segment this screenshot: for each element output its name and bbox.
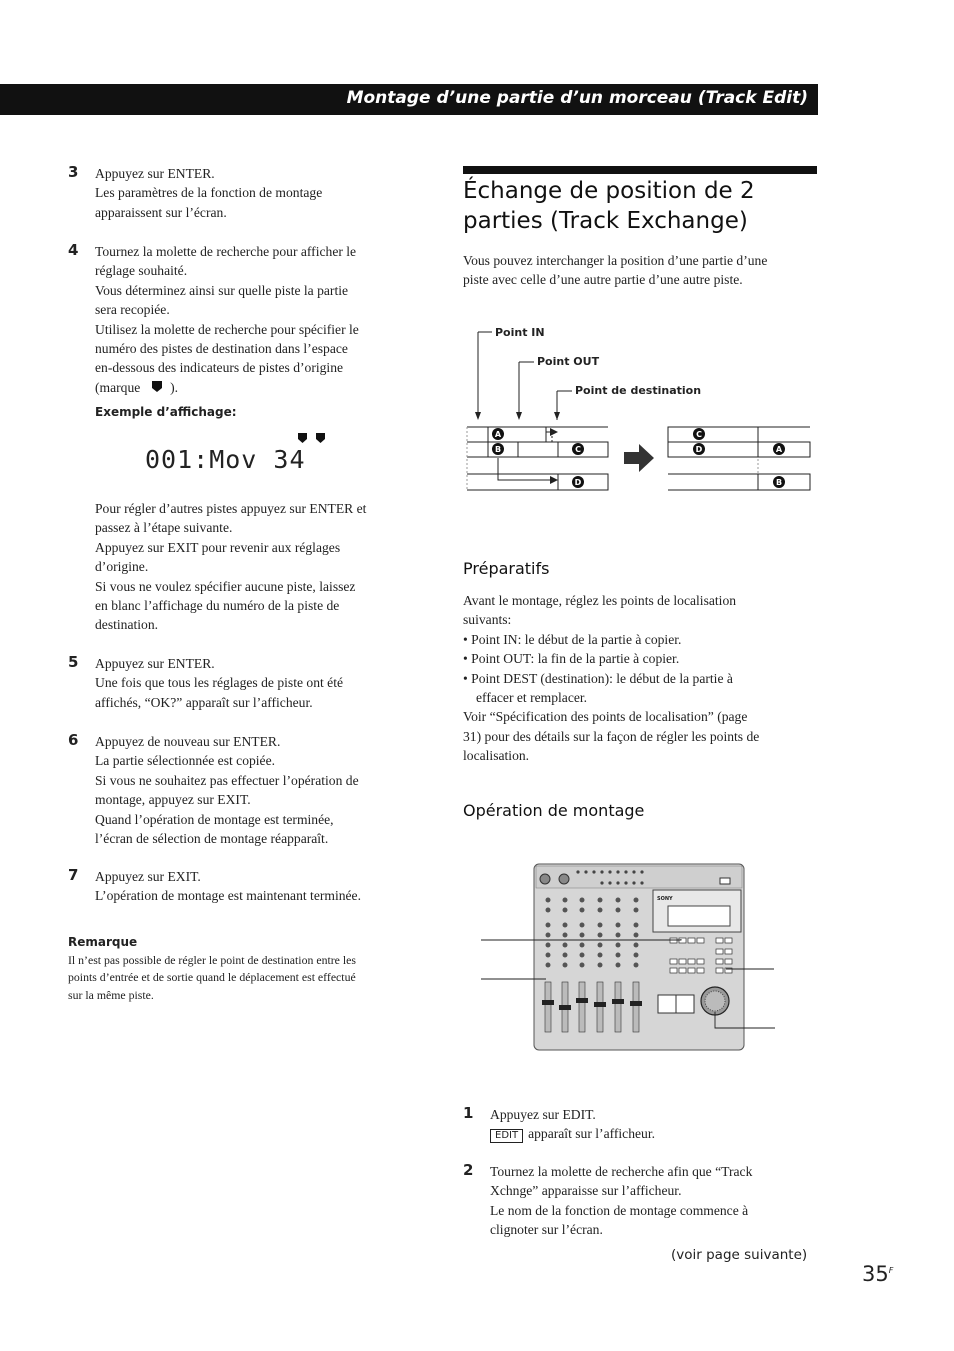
header-title: Montage d’une partie d’un morceau (Track Edit) [346,88,808,108]
step-number: 4 [68,241,79,259]
lcd-track-markers [296,433,330,445]
example-label: Exemple d’affichage: [95,405,237,419]
point-in-label: Point IN [495,326,545,339]
edit-indicator: EDIT [490,1129,523,1143]
step-number: 6 [68,731,79,749]
header-bar [0,84,818,115]
marker-a: A [775,445,783,454]
operation-title: Opération de montage [463,801,645,820]
prep-title: Préparatifs [463,559,550,578]
step-3-text: Appuyez sur ENTER. Les paramètres de la fonction de montage apparaissent sur l’écran. [95,166,323,220]
step-2-text: Tournez la molette de recherche afin que “Track Xchnge” apparaisse sur l’afficheur. Le nom de la fonction de montage commence à clignoter sur l’écran. [490,1164,753,1238]
step-5-text: Appuyez sur ENTER. Une fois que tous les réglages de piste ont été affichés, “OK?” apparaît sur l’afficheur. [95,656,344,710]
step-number: 3 [68,163,79,181]
track-exchange-diagram [462,320,818,500]
marker-c: C [696,430,702,439]
step-6-text: Appuyez de nouveau sur ENTER. La partie sélectionnée est copiée. Si vous ne souhaitez pas effectuer l’opération de montage, appuyez sur EXIT. Quand l’opération de montage est terminée, l’écran de sélection de montage réapparaît. [95,734,359,847]
lcd-display-example: 001:Mov 34 [145,445,306,474]
step-number: 2 [463,1161,474,1179]
after-example-text: Pour régler d’autres pistes appuyez sur ENTER et passez à l’étape suivante. Appuyez sur EXIT pour revenir aux réglages d’origine. Si vous ne voulez spécifier aucune piste, laissez en blanc l’affichage du numéro de la piste de destination. [95,501,367,633]
marker-d: D [695,445,703,454]
marker-c: C [575,445,581,454]
remark-text: Il n’est pas possible de régler le point de destination entre les points d’entrée et de sortie quand le déplacement est effectué sur la même piste. [68,953,356,1002]
step-4-text: Tournez la molette de recherche pour afficher le réglage souhaité. Vous déterminez ainsi sur quelle piste la partie sera recopiée. Utilisez la molette de recherche pour spécifier le numéro des pistes de destination dans l’espace en-dessous des indicateurs de pistes d’origine (marque ). [95,244,359,395]
step-7-text: Appuyez sur EXIT. L’opération de montage est maintenant terminée. [95,869,361,904]
section-title: Échange de position de 2 parties (Track Exchange) [463,178,755,234]
step-number: 7 [68,866,79,884]
device-brand: SONY [657,896,673,902]
track-marker-icon [150,381,164,393]
point-dest-label: Point de destination [575,384,702,397]
continued-note: (voir page suivante) [671,1247,808,1263]
marker-b: B [494,445,502,454]
step-number: 5 [68,653,79,671]
marker-d: D [574,478,582,487]
page-number: $35^F$ [862,1262,894,1286]
step-number: 1 [463,1104,474,1122]
remark-title: Remarque [68,935,138,949]
point-out-label: Point OUT [537,355,600,368]
mixer-device-illustration [478,860,778,1055]
marker-a: A [494,430,502,439]
section-rule [463,166,817,174]
step-1-text: Appuyez sur EDIT. EDIT apparaît sur l’afficheur. [490,1107,656,1142]
intro-text: Vous pouvez interchanger la position d’une partie d’une piste avec celle d’une autre partie d’une autre piste. [463,253,768,288]
prep-text: Avant le montage, réglez les points de localisation suivants: • Point IN: le début de la partie à copier. • Point OUT: la fin de la partie à copier. • Point DEST (destination): le début de la partie à effacer et remplacer. Voir “Spécification des points de localisation” (page 31) pour des détails sur la façon de régler les points de localisation. [463,593,760,764]
marker-b: B [775,478,783,487]
